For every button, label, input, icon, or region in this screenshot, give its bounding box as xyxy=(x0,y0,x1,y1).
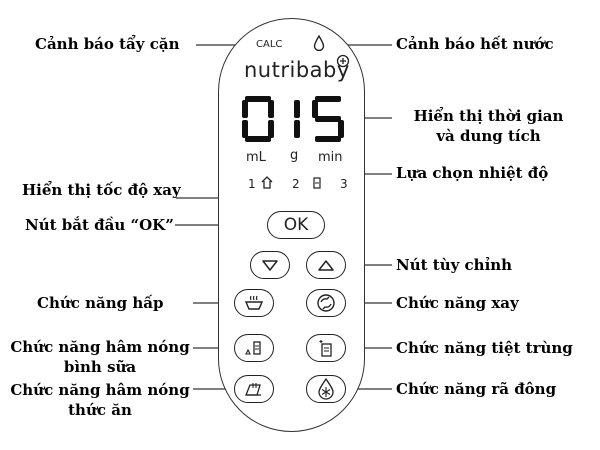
ok-button-label: OK xyxy=(283,215,309,235)
bottle-warm-button[interactable] xyxy=(234,334,274,362)
descale-warning-label: Cảnh báo tẩy cặn xyxy=(35,35,180,53)
blend-button[interactable] xyxy=(306,289,346,317)
food-warm-label-line-2: thức ăn xyxy=(68,401,132,419)
steam-button[interactable] xyxy=(234,289,274,317)
home-temperature-icon[interactable] xyxy=(261,176,273,190)
speed-display-label: Hiển thị tốc độ xay xyxy=(22,181,181,199)
triangle-down-icon xyxy=(261,259,279,271)
bottle-warm-label xyxy=(8,337,192,377)
steam-function-label: Chức năng hấp xyxy=(37,294,164,312)
steam-pot-icon xyxy=(243,294,265,312)
sterilize-bottle-icon xyxy=(316,338,336,358)
food-warm-button[interactable] xyxy=(234,375,274,403)
speed-step-1: 1 xyxy=(248,177,256,191)
defrost-button[interactable] xyxy=(306,375,346,403)
time-volume-label-line-2: và dung tích xyxy=(436,127,541,145)
time-volume-label xyxy=(406,106,571,146)
blend-cycle-icon xyxy=(316,293,336,313)
snowflake-drop-icon xyxy=(316,378,336,400)
bottle-warm-label-line-2: bình sữa xyxy=(63,358,137,376)
triangle-up-icon xyxy=(317,259,335,271)
brand-plus-icon xyxy=(336,54,350,68)
ok-button[interactable] xyxy=(267,211,325,239)
time-volume-display xyxy=(242,96,354,142)
food-warm-label xyxy=(8,380,192,420)
blend-function-label: Chức năng xay xyxy=(396,294,519,312)
calc-indicator: CALC xyxy=(256,39,283,50)
unit-ml: mL xyxy=(246,150,266,165)
bottle-warm-icon xyxy=(243,339,265,357)
up-button[interactable] xyxy=(306,251,346,279)
adjust-buttons-label: Nút tùy chỉnh xyxy=(396,256,513,274)
speed-step-3: 3 xyxy=(340,177,348,191)
food-warm-label-line-1: Chức năng hâm nóng xyxy=(10,381,190,399)
bottle-warm-label-line-1: Chức năng hâm nóng xyxy=(10,338,190,356)
speed-step-2: 2 xyxy=(292,177,300,191)
food-warm-icon xyxy=(243,380,265,398)
bottle-temperature-icon[interactable] xyxy=(312,176,322,190)
water-drop-icon xyxy=(313,35,325,51)
sterilize-button[interactable] xyxy=(306,334,346,362)
unit-g: g xyxy=(290,148,299,163)
time-volume-label-line-1: Hiển thị thời gian xyxy=(413,107,564,125)
down-button[interactable] xyxy=(250,251,290,279)
water-warning-label: Cảnh báo hết nước xyxy=(396,35,554,53)
unit-min: min xyxy=(318,150,343,165)
temperature-select-label: Lựa chọn nhiệt độ xyxy=(396,164,549,182)
defrost-function-label: Chức năng rã đông xyxy=(396,380,557,398)
brand-logo: nutribaby xyxy=(244,58,350,82)
sterilize-function-label: Chức năng tiệt trùng xyxy=(396,339,573,357)
start-button-label: Nút bắt đầu “OK” xyxy=(25,216,174,234)
